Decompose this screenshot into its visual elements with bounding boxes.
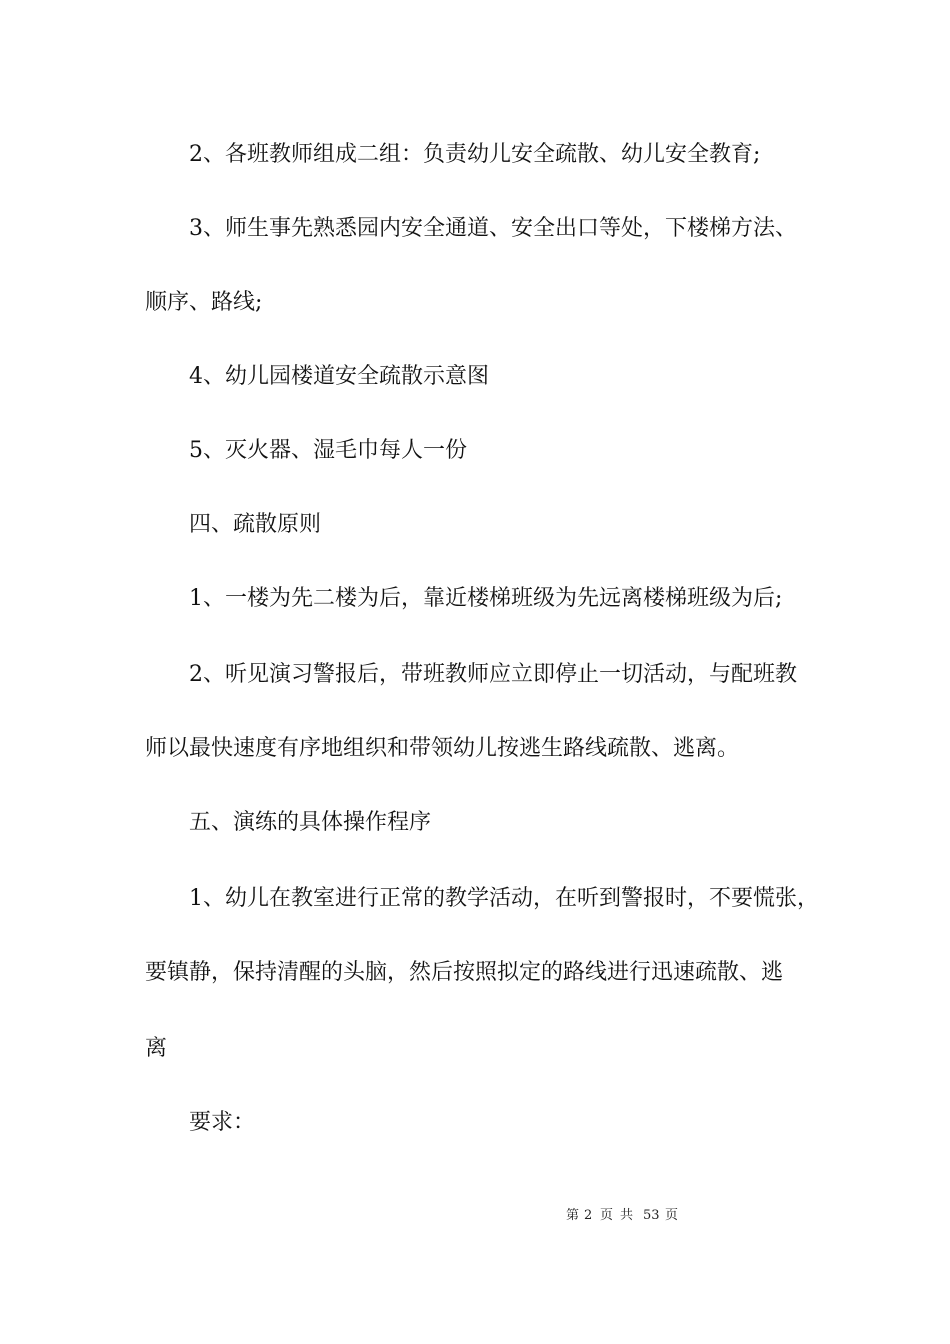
- body-line: 2、听见演习警报后，带班教师应立即停止一切活动，与配班教: [189, 662, 797, 687]
- body-line: 1、幼儿在教室进行正常的教学活动，在听到警报时，不要慌张，: [189, 886, 819, 911]
- body-line: 要镇静，保持清醒的头脑，然后按照拟定的路线进行迅速疏散、逃: [145, 960, 784, 985]
- body-line: 离: [145, 1036, 168, 1061]
- body-line: 3、师生事先熟悉园内安全通道、安全出口等处，下楼梯方法、: [189, 216, 797, 241]
- body-line: 4、幼儿园楼道安全疏散示意图: [189, 364, 489, 389]
- body-line: 要求：: [189, 1110, 256, 1135]
- footer-ye: 页: [665, 1208, 679, 1223]
- body-line: 5、灭火器、湿毛巾每人一份: [189, 438, 467, 463]
- section-heading: 五、演练的具体操作程序: [189, 810, 432, 835]
- footer-ye: 页: [600, 1208, 614, 1223]
- footer-gong: 共: [620, 1208, 634, 1223]
- body-line: 2、各班教师组成二组：负责幼儿安全疏散、幼儿安全教育;: [189, 142, 761, 167]
- section-heading: 四、疏散原则: [189, 512, 322, 537]
- footer-total-pages: 53: [643, 1208, 660, 1223]
- body-line: 师以最快速度有序地组织和带领幼儿按逃生路线疏散、逃离。: [145, 736, 740, 761]
- footer-current-page: 2: [584, 1208, 593, 1223]
- footer-di: 第: [566, 1208, 580, 1223]
- body-line: 1、一楼为先二楼为后，靠近楼梯班级为先远离楼梯班级为后;: [189, 586, 783, 611]
- body-line: 顺序、路线;: [145, 290, 263, 315]
